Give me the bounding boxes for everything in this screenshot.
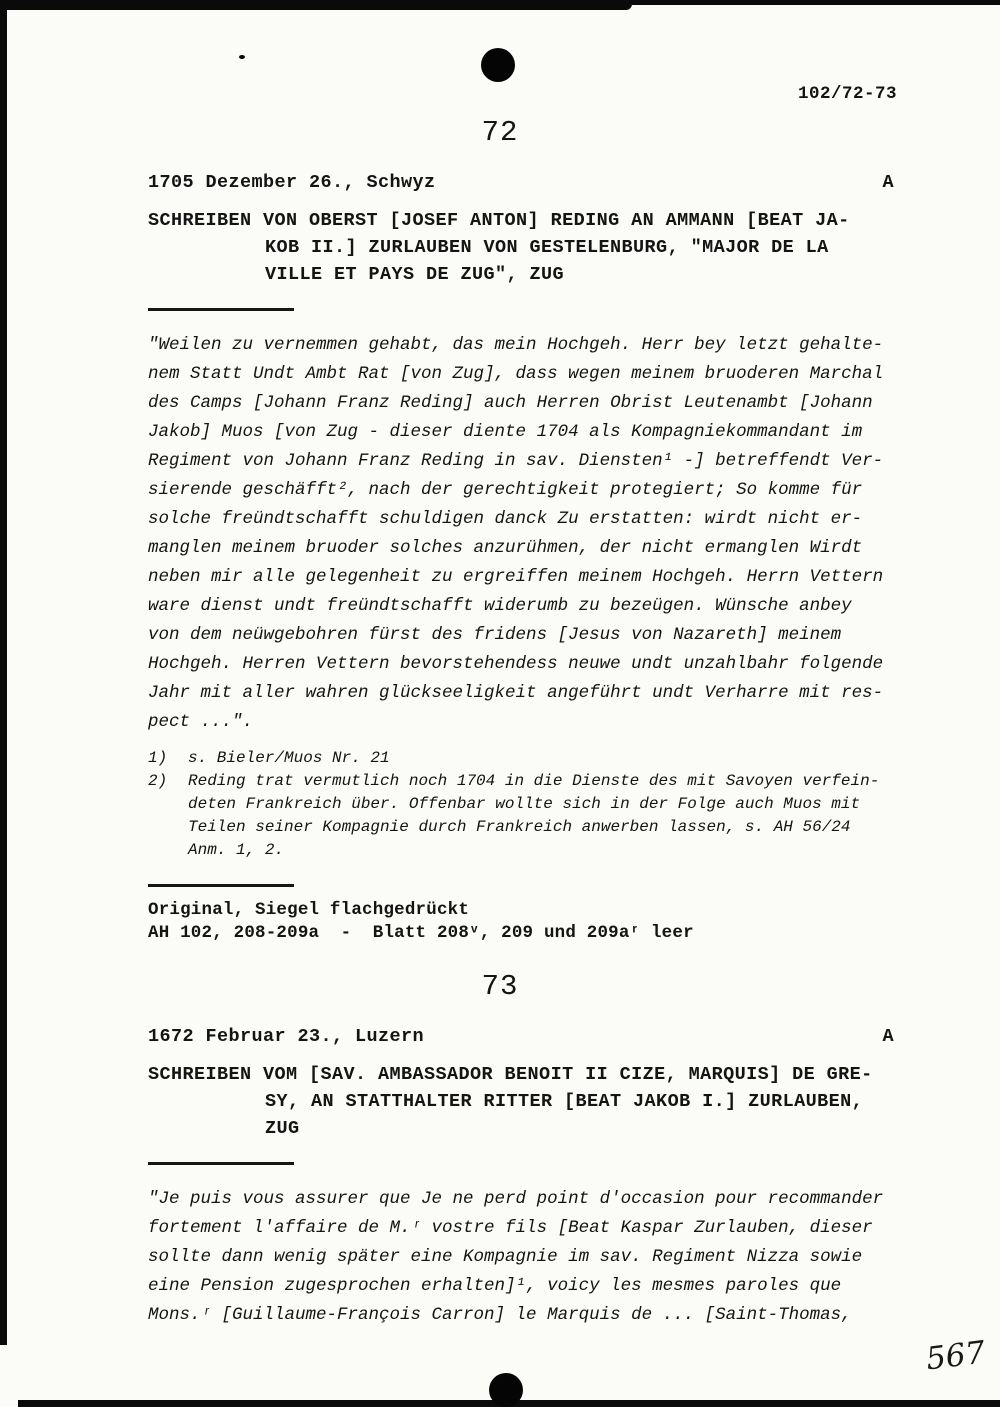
entry-73-title-line: SCHREIBEN VOM [SAV. AMBASSADOR BENOIT II CIZE, MARQUIS] DE GRE- — [148, 1064, 873, 1085]
entry-73 — [148, 1026, 906, 1330]
body-line: sierende geschäfft², nach der gerechtigkeit protegiert; So komme für — [148, 480, 863, 500]
entry-73-title — [148, 1061, 906, 1142]
entry-73-body — [148, 1185, 906, 1330]
body-line: eine Pension zugesprochen erhalten]¹, voicy les mesmes paroles que — [148, 1276, 842, 1296]
ink-speck — [239, 55, 245, 59]
punch-hole-top-icon — [481, 48, 515, 82]
section-rule — [148, 308, 294, 311]
handwritten-folio-number: 567 — [924, 1334, 988, 1378]
body-line: pect ...". — [148, 712, 254, 732]
entry-72-title — [148, 207, 906, 288]
footnote-text: s. Bieler/Muos Nr. 21 — [188, 749, 390, 767]
entry-73-title-line: SY, AN STATTHALTER RITTER [BEAT JAKOB I.] ZURLAUBEN, — [265, 1091, 864, 1112]
entry-number-73: 73 — [481, 970, 519, 1003]
scan-artifact-left-edge — [0, 0, 7, 1345]
entry-72 — [148, 172, 906, 945]
entry-number-72: 72 — [481, 116, 519, 149]
body-line: fortement l'affaire de M.ʳ vostre fils [Beat Kaspar Zurlauben, dieser — [148, 1218, 873, 1238]
section-rule — [148, 1162, 294, 1165]
footnote-2 — [148, 770, 906, 862]
entry-72-date-place: 1705 Dezember 26., Schwyz — [148, 172, 436, 193]
provenance-line: Original, Siegel flachgedrückt — [148, 900, 470, 920]
scan-artifact-top-right — [632, 0, 1000, 5]
body-line: Jahr mit aller wahren glückseeligkeit angeführt undt Verharre mit res- — [148, 683, 884, 703]
body-line: nem Statt Undt Ambt Rat [von Zug], dass wegen meinem bruoderen Marchal — [148, 364, 884, 384]
footnote-marker: 1) — [148, 749, 168, 767]
body-line: ware dienst undt freündtschafft widerumb zu bezeügen. Wünsche anbey — [148, 596, 852, 616]
body-line: des Camps [Johann Franz Reding] auch Herren Obrist Leutenambt [Johann — [148, 393, 873, 413]
body-line: Mons.ʳ [Guillaume-François Carron] le Marquis de ... [Saint-Thomas, — [148, 1305, 852, 1325]
body-line: Jakob] Muos [von Zug - dieser diente 1704 als Kompagniekommandant im — [148, 422, 863, 442]
entry-72-provenance — [148, 899, 906, 945]
entry-72-body — [148, 331, 906, 737]
entry-72-footnotes — [148, 747, 906, 862]
body-line: "Weilen zu vernemmen gehabt, das mein Hochgeh. Herr bey letzt gehalte- — [148, 335, 884, 355]
archive-reference: 102/72-73 — [798, 84, 898, 104]
footnote-marker: 2) — [148, 772, 168, 790]
body-line: Regiment von Johann Franz Reding in sav. Diensten¹ -] betreffendt Ver- — [148, 451, 884, 471]
punch-hole-bottom-icon — [489, 1373, 523, 1407]
section-rule — [148, 884, 294, 887]
provenance-line: AH 102, 208-209a - Blatt 208ᵛ, 209 und 209aʳ leer — [148, 923, 694, 943]
footnote-line: Teilen seiner Kompagnie durch Frankreich anwerben lassen, s. AH 56/24 — [188, 818, 851, 836]
footnote-line: Anm. 1, 2. — [188, 841, 285, 859]
body-line: manglen meinem bruoder solches anzurühmen, der nicht ermanglen Wirdt — [148, 538, 863, 558]
footnote-text — [188, 770, 906, 862]
entry-72-date-row — [148, 172, 906, 193]
body-line: Hochgeh. Herren Vettern bevorstehendess neuwe undt unzahlbahr folgende — [148, 654, 884, 674]
body-line: neben mir alle gelegenheit zu ergreiffen meinem Hochgeh. Herrn Vettern — [148, 567, 884, 587]
entry-73-date-place: 1672 Februar 23., Luzern — [148, 1026, 425, 1047]
scan-artifact-top-left — [0, 0, 632, 10]
footnote-line: Reding trat vermutlich noch 1704 in die Dienste des mit Savoyen verfein- — [188, 772, 880, 790]
footnote-1 — [148, 747, 906, 770]
body-line: von dem neüwgebohren fürst des fridens [Jesus von Nazareth] meinem — [148, 625, 842, 645]
entry-73-provenance-marker: A — [882, 1026, 894, 1047]
footnote-line: deten Frankreich über. Offenbar wollte sich in der Folge auch Muos mit — [188, 795, 861, 813]
entry-72-title-line: KOB II.] ZURLAUBEN VON GESTELENBURG, "MAJOR DE LA — [265, 237, 829, 258]
body-line: "Je puis vous assurer que Je ne perd point d'occasion pour recommander — [148, 1189, 884, 1209]
entry-72-title-line: SCHREIBEN VON OBERST [JOSEF ANTON] REDING AN AMMANN [BEAT JA- — [148, 210, 850, 231]
body-line: sollte dann wenig später eine Kompagnie im sav. Regiment Nizza sowie — [148, 1247, 863, 1267]
entry-73-title-line: ZUG — [265, 1118, 300, 1139]
entry-72-provenance-marker: A — [882, 172, 894, 193]
entry-73-date-row — [148, 1026, 906, 1047]
body-line: solche freündtschafft schuldigen danck Zu erstatten: wirdt nicht er- — [148, 509, 863, 529]
entry-72-title-line: VILLE ET PAYS DE ZUG", ZUG — [265, 264, 565, 285]
